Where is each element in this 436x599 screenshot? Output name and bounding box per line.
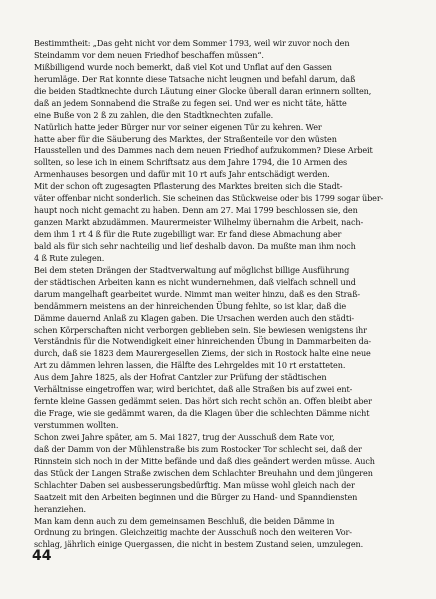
text-line: Armenhauses besorgen und dafür mit 10 rt aufs Jahr entschädigt werden. [34, 169, 330, 180]
text-line: schlag, jährlich einige Quergassen, die nicht in bestem Zustand seien, umzulegen. [34, 539, 364, 550]
text-line: Man kam denn auch zu dem gemeinsamen Beschluß, die beiden Dämme in [34, 515, 335, 526]
text-line: Rinnstein sich noch in der Mitte befände und daß dies geändert werden müsse. Auch [34, 455, 375, 466]
text-line: daß der Damm von der Mühlenstraße bis zum Rostocker Tor schlecht sei, daß der [34, 443, 362, 454]
text-line: darum mangelhaft gearbeitet wurde. Nimmt man weiter hinzu, daß es den Straß- [34, 288, 361, 299]
text-line: Verhältnisse eingetroffen war, wird berichtet, daß alle Straßen bis auf zwei ent- [34, 384, 353, 395]
text-line: ganzen Markt abzudämmen. Maurermeister Wilhelmy übernahm die Arbeit, nach- [34, 217, 364, 228]
text-line: Bestimmtheit: „Das geht nicht vor dem Sommer 1793, weil wir zuvor noch den [34, 38, 350, 48]
text-line: Ordnung zu bringen. Gleichzeitig machte der Ausschuß noch den weiteren Vor- [34, 527, 352, 538]
text-line: verstummen wollten. [34, 420, 119, 430]
text-line: fernte kleine Gassen gedämmt seien. Das hört sich recht schön an. Offen bleibt aber [34, 396, 372, 407]
text-line: herumläge. Der Rat konnte diese Tatsache nicht leugnen und befahl darum, daß [34, 73, 356, 84]
text-line: Natürlich hatte jeder Bürger nur vor seiner eigenen Tür zu kehren. Wer [34, 121, 322, 132]
text-line: die beiden Stadtknechte durch Läutung einer Glocke überall daran erinnern sollten, [34, 85, 372, 96]
text-line: Mit der schon oft zugesagten Pflasterung des Marktes breiten sich die Stadt- [34, 181, 343, 192]
text-line: bald als für sich sehr nachteilig und lief deshalb davon. Da mußte man ihm noch [34, 240, 356, 251]
body-text [34, 38, 396, 563]
text-line: Bei dem steten Drängen der Stadtverwaltung auf möglichst billige Ausführung [34, 264, 350, 275]
text-line: der städtischen Arbeiten kann es nicht wundernehmen, daß vielfach schnell und [34, 276, 356, 287]
text-line: hatte aber für die Säuberung des Marktes, der Straßenteile vor den wüsten [34, 133, 337, 144]
text-line: Saatzeit mit den Arbeiten beginnen und die Bürger zu Hand- und Spanndiensten [34, 491, 358, 502]
text-line [34, 551, 396, 563]
text-line: bendämmern meistens an der hinreichenden Übung fehlte, so ist klar, daß die [34, 300, 347, 311]
text-line: daß an jedem Sonnabend die Straße zu fegen sei. Und wer es nicht täte, hätte [34, 97, 347, 108]
text-line: Mißbilligend wurde noch bemerkt, daß viel Kot und Unflat auf den Gassen [34, 61, 332, 72]
text-line: das Stück der Langen Straße zwischen dem Schlachter Breuhahn und dem jüngeren [34, 467, 373, 478]
text-line: eine Buße von 2 ß zu zahlen, die den Stadtknechten zufalle. [34, 109, 274, 120]
text-line: durch, daß sie 1823 dem Maurergesellen Ziems, der sich in Rostock halte eine neue [34, 348, 371, 359]
text-line: 4 ß Rute zulegen. [34, 252, 105, 263]
page-number: 44 [32, 548, 52, 564]
text-line: Aus dem Jahre 1825, als der Hofrat Cantzler zur Prüfung der städtischen [34, 372, 327, 383]
text-line: Steindamm vor dem neuen Friedhof beschaffen müssen“. [34, 49, 264, 60]
text-line: die Frage, wie sie gedämmt waren, da die Klagen über die schlechten Dämme nicht [34, 408, 370, 419]
text-line: Hausstellen und des Dammes nach dem neuen Friedhof aufzukommen? Diese Arbeit [34, 145, 373, 156]
text-line: Art zu dämmen lehren lassen, die Hälfte des Lehrgeldes mit 10 rt erstatteten. [34, 360, 346, 371]
text-line: schen Körperschaften nicht verborgen geblieben sein. Sie bewiesen wenigstens ihr [34, 324, 367, 335]
text-line: dem ihm 1 rt 4 ß für die Rute zugebilligt war. Er fand diese Abmachung aber [34, 229, 342, 239]
text-line: Schlachter Daben sei ausbesserungsbedürftig. Man müsse wohl gleich nach der [34, 479, 355, 490]
text-line: sollten, so lese ich in einem Schriftsatz aus dem Jahre 1794, die 10 Armen des [34, 157, 348, 168]
text-line: heranziehen. [34, 503, 86, 514]
text-line: Verständnis für die Notwendigkeit einer hinreichenden Übung in Dammarbeiten da- [34, 336, 372, 347]
text-line: Dämme dauernd Anlaß zu Klagen gaben. Die Ursachen werden auch den städti- [34, 312, 355, 323]
text-line: väter offenbar nicht sonderlich. Sie scheinen das Stückweise oder bis 1799 sogar über- [34, 193, 384, 204]
text-line: haupt noch nicht gemacht zu haben. Denn am 27. Mai 1799 beschlossen sie, den [34, 205, 358, 216]
text-line: Schon zwei Jahre später, am 5. Mai 1827, trug der Ausschuß dem Rate vor, [34, 431, 335, 442]
